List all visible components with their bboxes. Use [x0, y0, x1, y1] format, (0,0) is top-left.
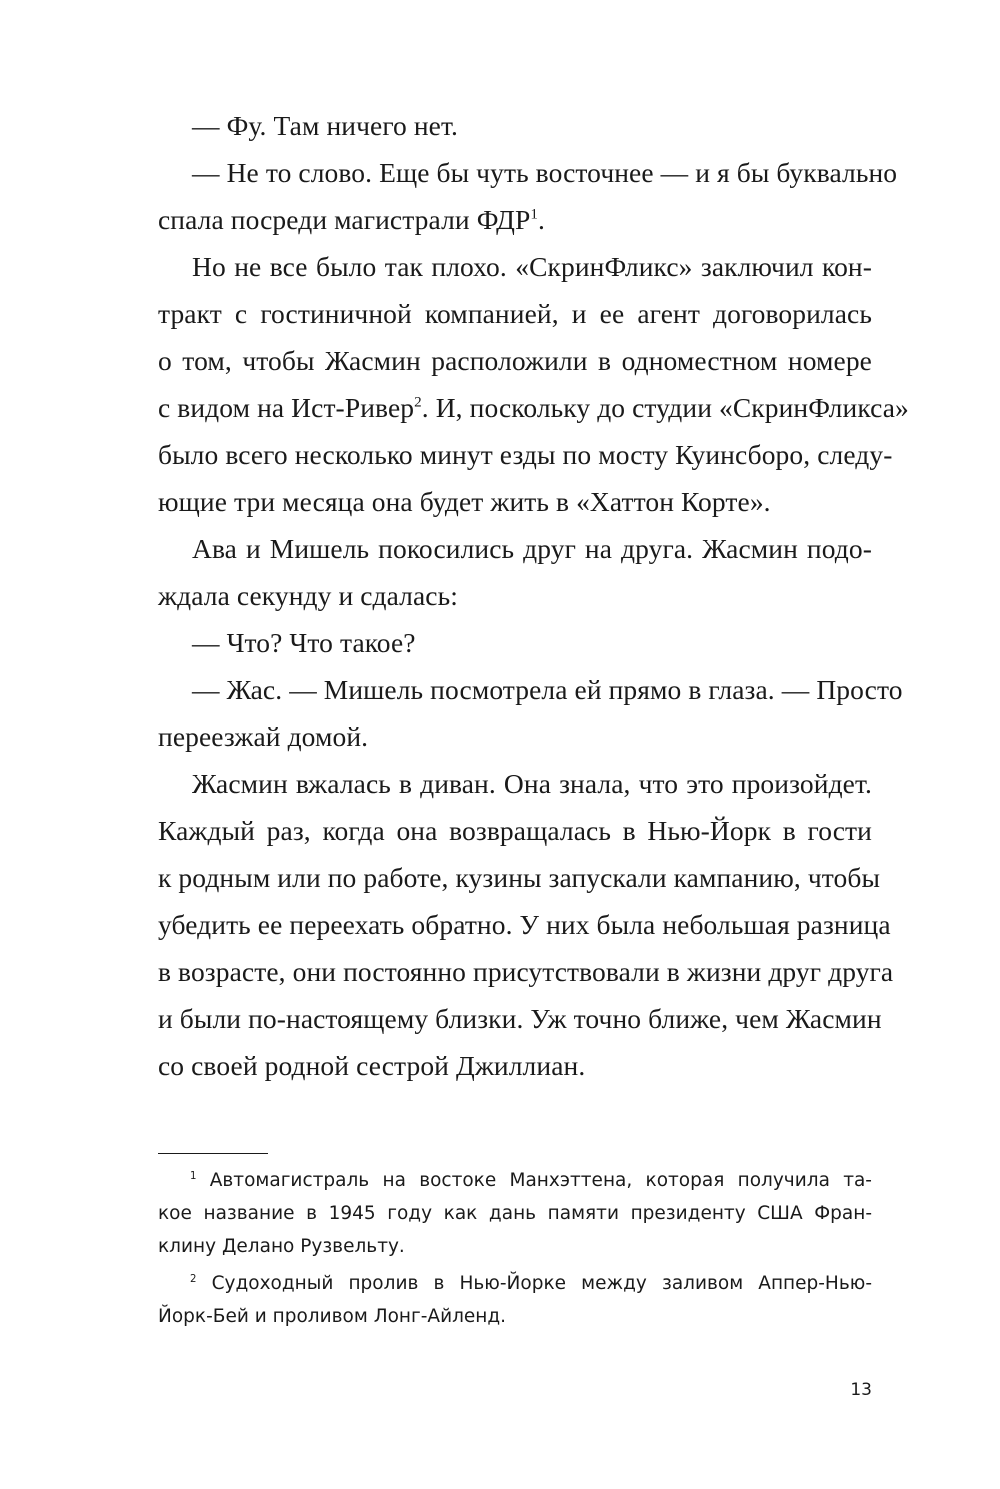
dialogue-line: — Жас. — Мишель посмотрела ей прямо в глаза. — Просто — [192, 674, 903, 705]
text-line — [158, 384, 909, 431]
dialogue-line: — Что? Что такое? — [192, 627, 416, 658]
footnote-1 — [158, 1164, 872, 1197]
dialogue-line: — Фу. Там ничего нет. — [192, 110, 458, 141]
text-line: и были по-настоящему близки. Уж точно ближе, чем Жасмин — [158, 1003, 882, 1034]
text-line: в возрасте, они постоянно присутствовали в жизни друг друга — [158, 956, 894, 987]
text-fragment: . И, поскольку до студии «СкринФликса» — [421, 392, 909, 423]
footnote-number: 2 — [190, 1273, 197, 1285]
footnote-text: Судоходный пролив в Нью-Йорке между заливом Аппер-Нью- — [211, 1273, 872, 1294]
text-line: было всего несколько минут езды по мосту Куинсборо, следу- — [158, 439, 893, 470]
footnote-text: клину Делано Рузвельту. — [158, 1236, 405, 1257]
footnote-ref-1: 1 — [530, 206, 539, 223]
text-fragment: спала посреди магистрали ФДР — [158, 204, 531, 235]
footnote-separator — [158, 1153, 268, 1154]
footnotes — [158, 1164, 872, 1333]
footnote-number: 1 — [190, 1170, 197, 1182]
text-line: о том, чтобы Жасмин расположили в одноместном номере — [158, 345, 872, 376]
footnote-ref-2: 2 — [414, 394, 422, 411]
footnote-text: Автомагистраль на востоке Манхэттена, которая получила та- — [209, 1170, 872, 1191]
text-line: Каждый раз, когда она возвращалась в Нью-Йорк в гости — [158, 815, 872, 846]
text-line: со своей родной сестрой Джиллиан. — [158, 1050, 586, 1081]
main-text — [158, 102, 909, 1089]
text-line: Жасмин вжалась в диван. Она знала, что это произойдет. — [192, 768, 872, 799]
text-fragment: с видом на Ист-Ривер — [158, 392, 415, 423]
text-line: тракт с гостиничной компанией, и ее агент договорилась — [158, 298, 872, 329]
text-line: к родным или по работе, кузины запускали кампанию, чтобы — [158, 862, 881, 893]
text-line: убедить ее переехать обратно. У них была небольшая разница — [158, 909, 891, 940]
text-fragment: . — [538, 204, 545, 235]
footnote-text: кое название в 1945 году как дань памяти президенту США Фран- — [158, 1203, 872, 1224]
page-number: 13 — [850, 1380, 872, 1400]
text-line: Но не все было так плохо. «СкринФликс» заключил кон- — [192, 251, 872, 282]
footnote-text: Йорк-Бей и проливом Лонг-Айленд. — [158, 1306, 507, 1327]
dialogue-line: — Не то слово. Еще бы чуть восточнее — и я бы буквально — [192, 157, 898, 188]
text-line — [158, 196, 872, 243]
text-line: ющие три месяца она будет жить в «Хаттон Корте». — [158, 486, 771, 517]
text-line: ждала секунду и сдалась: — [158, 580, 458, 611]
text-line: Ава и Мишель покосились друг на друга. Жасмин подо- — [192, 533, 872, 564]
footnote-2 — [158, 1267, 872, 1300]
text-line: переезжай домой. — [158, 721, 369, 752]
